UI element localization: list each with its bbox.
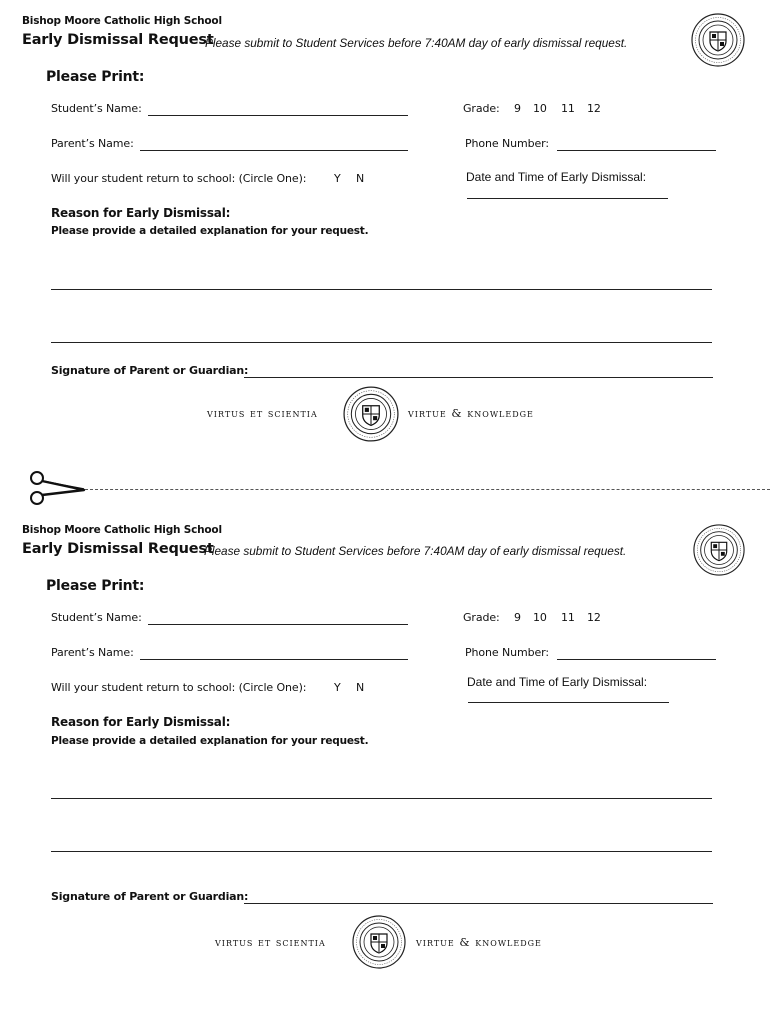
parent-name-field[interactable] — [140, 659, 408, 660]
school-seal-icon — [351, 914, 407, 970]
cut-line — [85, 489, 770, 490]
grade-option-12[interactable]: 12 — [587, 611, 601, 624]
return-yes-option[interactable]: Y — [334, 681, 341, 694]
grade-label: Grade: — [463, 102, 500, 115]
please-print-heading: Please Print: — [46, 69, 145, 85]
form-copy-top — [0, 0, 770, 500]
grade-option-10[interactable]: 10 — [533, 611, 547, 624]
dismissal-time-label: Date and Time of Early Dismissal: — [467, 675, 648, 689]
motto-english: virtue & knowledge — [416, 935, 542, 949]
grade-option-9[interactable]: 9 — [514, 102, 521, 115]
scissors-icon — [28, 470, 88, 506]
dismissal-time-label: Date and Time of Early Dismissal: — [466, 170, 647, 184]
parent-name-label: Parent’s Name: — [51, 137, 134, 150]
reason-instruction: Please provide a detailed explanation for your request. — [51, 225, 369, 237]
form-title: Early Dismissal Request — [22, 32, 214, 48]
signature-label: Signature of Parent or Guardian: — [51, 890, 249, 903]
reason-heading: Reason for Early Dismissal: — [51, 715, 231, 729]
grade-option-9[interactable]: 9 — [514, 611, 521, 624]
grade-option-12[interactable]: 12 — [587, 102, 601, 115]
form-subtitle: Please submit to Student Services before 7:40AM day of early dismissal request. — [205, 36, 628, 50]
form-title: Early Dismissal Request — [22, 541, 214, 557]
return-no-option[interactable]: N — [356, 681, 365, 694]
reason-line-2[interactable] — [51, 851, 712, 852]
return-label: Will your student return to school: (Circle One): — [51, 172, 307, 185]
dismissal-time-field[interactable] — [468, 702, 669, 703]
reason-instruction: Please provide a detailed explanation for your request. — [51, 735, 369, 747]
phone-field[interactable] — [557, 150, 716, 151]
motto-latin: virtus et scientia — [215, 935, 326, 949]
school-name: Bishop Moore Catholic High School — [22, 524, 222, 536]
form-subtitle: Please submit to Student Services before 7:40AM day of early dismissal request. — [204, 544, 627, 558]
signature-field[interactable] — [244, 903, 713, 904]
student-name-field[interactable] — [148, 624, 408, 625]
parent-name-label: Parent’s Name: — [51, 646, 134, 659]
school-name: Bishop Moore Catholic High School — [22, 15, 222, 27]
dismissal-time-field[interactable] — [467, 198, 668, 199]
phone-label: Phone Number: — [465, 137, 549, 150]
school-seal-icon — [690, 12, 746, 68]
parent-name-field[interactable] — [140, 150, 408, 151]
reason-line-2[interactable] — [51, 342, 712, 343]
phone-field[interactable] — [557, 659, 716, 660]
return-no-option[interactable]: N — [356, 172, 365, 185]
reason-line-1[interactable] — [51, 798, 712, 799]
grade-label: Grade: — [463, 611, 500, 624]
student-name-label: Student’s Name: — [51, 102, 142, 115]
reason-line-1[interactable] — [51, 289, 712, 290]
phone-label: Phone Number: — [465, 646, 549, 659]
student-name-field[interactable] — [148, 115, 408, 116]
please-print-heading: Please Print: — [46, 578, 145, 594]
motto-english: virtue & knowledge — [408, 406, 534, 420]
school-seal-icon — [342, 385, 400, 443]
return-yes-option[interactable]: Y — [334, 172, 341, 185]
return-label: Will your student return to school: (Circle One): — [51, 681, 307, 694]
reason-heading: Reason for Early Dismissal: — [51, 206, 231, 220]
grade-option-11[interactable]: 11 — [561, 611, 575, 624]
grade-option-10[interactable]: 10 — [533, 102, 547, 115]
school-seal-icon — [692, 523, 746, 577]
signature-field[interactable] — [244, 377, 713, 378]
motto-latin: virtus et scientia — [207, 406, 318, 420]
student-name-label: Student’s Name: — [51, 611, 142, 624]
signature-label: Signature of Parent or Guardian: — [51, 364, 249, 377]
form-copy-bottom — [0, 509, 770, 1009]
grade-option-11[interactable]: 11 — [561, 102, 575, 115]
